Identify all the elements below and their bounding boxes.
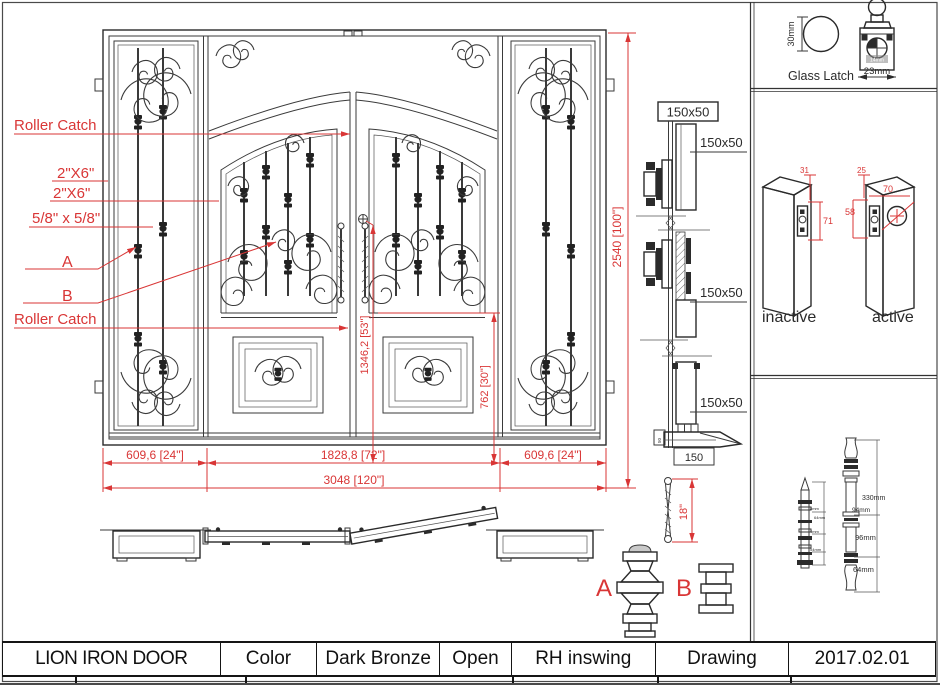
lock-dim-70: 70 [883, 184, 894, 194]
dim-left-width: 609,6 [24"] [126, 448, 184, 462]
frame-2x6-label-b: 2"X6" [53, 185, 91, 202]
left-handle-dim-3: 4mm [810, 529, 819, 534]
piece-a-label: A [596, 575, 613, 602]
piece-b-label: B [676, 575, 693, 602]
lock-edge-panel [762, 166, 914, 326]
sheet-frame [3, 2, 938, 682]
piece-b-drawing [699, 564, 733, 613]
pull-handle-panel [797, 438, 886, 592]
dim-total-width: 3048 [120"] [323, 473, 385, 487]
title-cell-date: 2017.02.01 [814, 648, 910, 669]
roller-catch-bottom-label: Roller Catch [14, 311, 97, 328]
section-middle-label: 150x50 [700, 285, 743, 300]
door-elevation [95, 30, 614, 445]
detail-b-callout: B [62, 288, 73, 305]
section-lower-label: 150x50 [700, 395, 743, 410]
dim-total-height: 2540 [100"] [610, 206, 624, 268]
left-handle-dim-1: 4mm [810, 506, 819, 511]
right-handle-dim-1: 94mm [852, 507, 871, 514]
lock-dim-31: 31 [800, 166, 809, 175]
red-annotations [14, 117, 350, 328]
jamb-section-view [636, 102, 747, 465]
title-cell-color-key: Color [221, 643, 318, 675]
dim-right-width: 609,6 [24"] [524, 448, 582, 462]
latch-width-dim: 23mm [863, 66, 891, 77]
lock-dim-25: 25 [857, 166, 866, 175]
lock-dim-71: 71 [823, 216, 834, 226]
title-cell-drawing-key: Drawing [656, 643, 790, 675]
picket-size-label: 5/8" x 5/8" [32, 210, 101, 227]
detail-a-callout: A [62, 254, 73, 271]
left-handle-dim-4: 54mm [810, 547, 822, 552]
plan-views [100, 504, 604, 561]
frame-2x6-label-a: 2"X6" [57, 165, 95, 182]
dim-center-width: 1828,8 [72"] [320, 448, 386, 462]
title-cell-open-key: Open [440, 643, 512, 675]
handle-detail [596, 478, 733, 638]
roller-catch-top-label: Roller Catch [14, 117, 97, 134]
active-label: active [872, 309, 914, 326]
right-handle-total-dim: 330mm [862, 495, 886, 502]
dim-handle-height: 1346,2 [53"] [359, 315, 371, 375]
dim-handle-length: 18" [678, 503, 690, 521]
section-top-box-label: 150x50 [666, 104, 710, 120]
title-cell-swing-value: RH inswing [512, 643, 656, 675]
glass-latch-panel [786, 0, 896, 83]
lock-dim-58: 58 [845, 207, 856, 217]
title-cell-company: LION IRON DOOR [3, 643, 221, 675]
left-handle-dim-2: 64mm [814, 515, 826, 520]
right-handle-dim-3: 64mm [853, 565, 874, 574]
title-cell-color-value: Dark Bronze [317, 643, 440, 675]
latch-knob-dim: 30mm [786, 21, 796, 47]
right-handle-dim-2: 96mm [855, 533, 876, 542]
latch-inner-dim: 14mm [870, 57, 884, 64]
piece-a-drawing [617, 545, 663, 637]
section-upper-label: 150x50 [700, 135, 743, 150]
dim-panel-height: 762 [30"] [479, 365, 491, 409]
inactive-label: inactive [762, 309, 817, 326]
glass-latch-title: Glass Latch [788, 69, 855, 83]
section-sill-label: 150 [684, 452, 704, 464]
section-micro-label: 50 [657, 437, 662, 443]
title-block [2, 641, 936, 677]
